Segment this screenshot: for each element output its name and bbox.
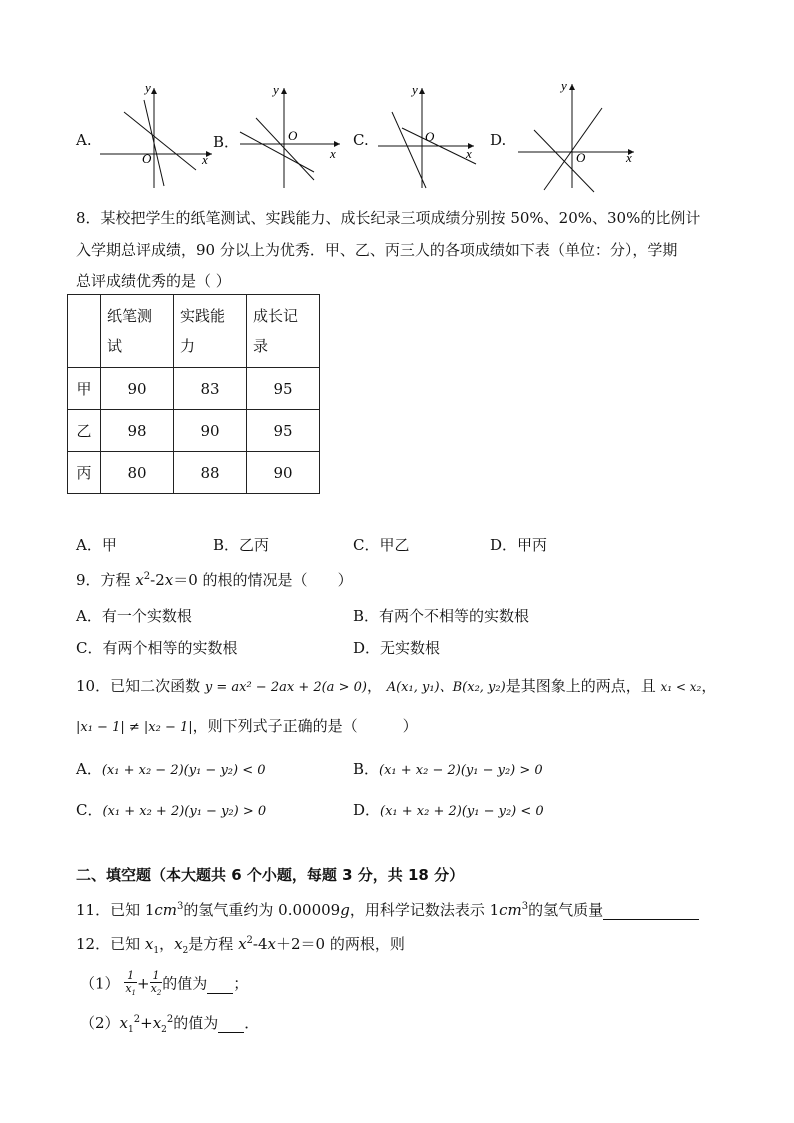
q8-stem-line3: 总评成绩优秀的是（ ）: [76, 272, 231, 290]
q9-option-a: A．有一个实数根: [76, 607, 192, 625]
q9-stem: 9．方程 $x^2-2x=0$ 的根的情况是（ ）: [76, 571, 353, 589]
cell: 98: [101, 410, 174, 452]
q7-graph-a: [100, 82, 220, 198]
table-header-row: [68, 295, 320, 368]
x-axis-label: x: [626, 150, 632, 165]
header-practice: 实践能 力: [174, 295, 247, 368]
y-axis-label: y: [273, 82, 279, 97]
x-axis-label: x: [330, 146, 336, 161]
origin-label: O: [142, 151, 152, 166]
table-row: [68, 452, 320, 494]
q10-stem-line1: 10．已知二次函数 y = ax² − 2ax + 2(a > 0)， A(x₁, y₁)、B(x₂, y₂)是其图象上的两点，且 x₁ < x₂，: [76, 677, 717, 695]
table-row: [68, 368, 320, 410]
q10-option-b: B．(x₁ + x₂ − 2)(y₁ − y₂) > 0: [353, 760, 543, 778]
cell: 80: [101, 452, 174, 494]
q10-condition1: x₁ < x₂: [660, 680, 702, 694]
q10-option-c: C．(x₁ + x₂ + 2)(y₁ − y₂) > 0: [76, 801, 267, 819]
origin-label: O: [576, 150, 586, 165]
cell: 90: [174, 410, 247, 452]
cell: 95: [247, 368, 320, 410]
q9-option-b: B．有两个不相等的实数根: [353, 607, 530, 625]
y-axis-label: y: [412, 82, 418, 97]
cell: 90: [247, 452, 320, 494]
q7-option-d-label: D.: [490, 131, 507, 149]
fraction-1-over-x1: $\frac{1}{x_1}$: [125, 969, 137, 998]
x-axis-label: x: [202, 152, 208, 167]
q8-option-a: A．甲: [76, 536, 117, 554]
q7-option-c-label: C.: [353, 131, 369, 149]
origin-label: O: [425, 129, 435, 144]
q9-option-d: D．无实数根: [353, 639, 441, 657]
q11-stem: 11．已知 $1cm^3$的氢气重约为 0.00009g，用科学记数法表示 $1cm^3$的氢气质量: [76, 899, 699, 920]
q7-option-b-label: B．: [213, 133, 240, 151]
cell: 90: [101, 368, 174, 410]
q10-stem-line2: |x₁ − 1| ≠ |x₂ − 1|，则下列式子正确的是（ ）: [76, 717, 418, 735]
q7-option-a-label: A.: [76, 131, 92, 149]
y-axis-label: y: [145, 80, 151, 95]
header-written-test: 纸笔测 试: [101, 295, 174, 368]
table-corner-cell: [68, 295, 101, 368]
q7-graph-c: [374, 82, 484, 198]
q8-stem-line2: 入学期总评成绩，90 分以上为优秀．甲、乙、丙三人的各项成绩如下表（单位：分），学期: [76, 241, 678, 259]
cell: 95: [247, 410, 320, 452]
x-axis-label: x: [466, 146, 472, 161]
answer-blank[interactable]: [603, 901, 699, 920]
q10-function: y = ax² − 2ax + 2(a > 0): [204, 680, 367, 695]
cell: 88: [174, 452, 247, 494]
q12-part1: （1） $\frac{1}{x_1}$ + $\frac{1}{x_2}$ 的值为 ；: [80, 969, 249, 998]
score-table: [67, 294, 320, 494]
q10-points: A(x₁, y₁)、B(x₂, y₂): [386, 680, 506, 695]
section-heading: 二、填空题（本大题共 6 个小题，每题 3 分，共 18 分）: [76, 866, 465, 884]
answer-blank[interactable]: [207, 975, 233, 994]
q10-condition2: |x₁ − 1| ≠ |x₂ − 1|: [76, 720, 193, 735]
y-axis-label: y: [561, 78, 567, 93]
q7-graph-b: [236, 82, 346, 198]
answer-blank[interactable]: [218, 1014, 244, 1033]
q12-part2: $(2)x_1^2+x_2^2$的值为 ．: [80, 1014, 260, 1035]
row-name: 乙: [68, 410, 101, 452]
q9-option-c: C．有两个相等的实数根: [76, 639, 238, 657]
origin-label: O: [288, 128, 298, 143]
q8-stem-line1: 8．某校把学生的纸笔测试、实践能力、成长纪录三项成绩分别按 50%、20%、30%的比例计: [76, 209, 701, 227]
fraction-1-over-x2: $\frac{1}{x_2}$: [150, 969, 162, 998]
q8-option-c: C．甲乙: [353, 536, 410, 554]
row-name: 甲: [68, 368, 101, 410]
header-growth: 成长记 录: [247, 295, 320, 368]
q8-option-b: B．乙丙: [213, 536, 270, 554]
q10-option-d: D．(x₁ + x₂ + 2)(y₁ − y₂) < 0: [353, 801, 544, 819]
q7-graph-d: [514, 78, 644, 198]
q8-option-d: D．甲丙: [490, 536, 548, 554]
q10-option-a: A．(x₁ + x₂ − 2)(y₁ − y₂) < 0: [76, 760, 266, 778]
q12-stem: 12．已知 $x_1$，$x_2$是方程 $x^2-4x+2=0$ 的两根，则: [76, 935, 405, 956]
table-row: [68, 410, 320, 452]
cell: 83: [174, 368, 247, 410]
row-name: 丙: [68, 452, 101, 494]
